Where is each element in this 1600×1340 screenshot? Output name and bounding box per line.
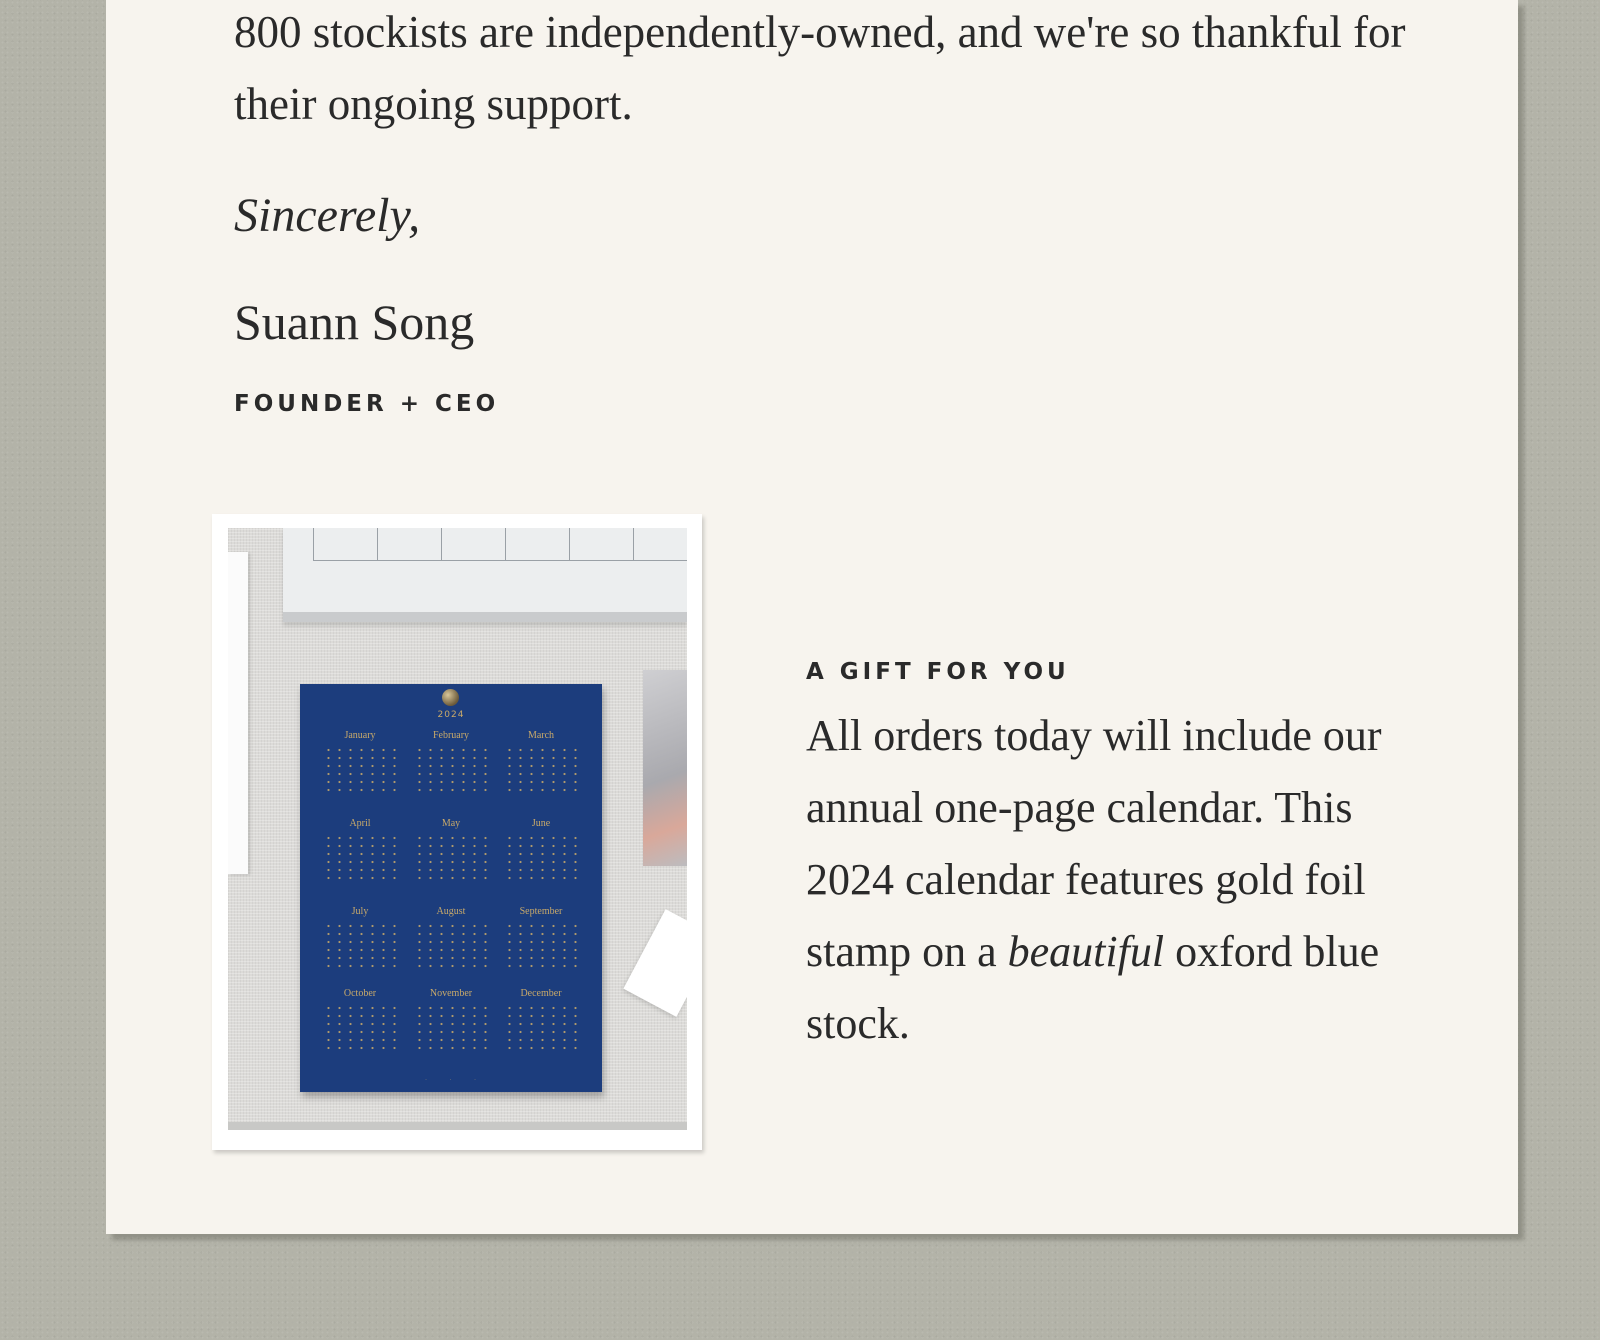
calendar-month xyxy=(501,818,581,884)
calendar-month-name: March xyxy=(527,730,555,741)
calendar-month xyxy=(411,988,491,1054)
calendar-month-name: August xyxy=(436,906,466,917)
calendar-month-days xyxy=(411,834,491,882)
calendar-month-name: June xyxy=(531,818,551,829)
calendar-month-days xyxy=(320,834,400,882)
signer-name: Suann Song xyxy=(234,294,475,350)
calendar-month-days xyxy=(320,1004,400,1052)
gift-text-end: oxford blue stock. xyxy=(806,927,1380,1048)
calendar-month-name: November xyxy=(429,988,473,999)
calendar-month xyxy=(320,730,400,796)
calendar-month-days xyxy=(501,1004,581,1052)
calendar-print xyxy=(300,684,602,1092)
calendar-month-days xyxy=(320,746,400,794)
calendar-month-days xyxy=(411,1004,491,1052)
letter-closing: Sincerely, xyxy=(234,189,421,242)
calendar-month-name: April xyxy=(349,818,371,829)
calendar-month xyxy=(411,906,491,972)
calendar-month-name: February xyxy=(432,730,470,741)
gift-label: A GIFT FOR YOU xyxy=(806,659,1070,685)
calendar-month xyxy=(501,730,581,796)
calendar-month-days xyxy=(501,834,581,882)
calendar-photo xyxy=(212,514,702,1150)
gift-description xyxy=(806,700,1406,1060)
calendar-month-days xyxy=(411,922,491,970)
planner-grid xyxy=(313,528,687,561)
calendar-month-days xyxy=(501,922,581,970)
calendar-month xyxy=(411,818,491,884)
calendar-footer-print: · · · xyxy=(425,1077,477,1082)
side-photo-illustration xyxy=(643,670,687,866)
calendar-month xyxy=(320,818,400,884)
calendar-photo-image xyxy=(228,528,687,1130)
calendar-month xyxy=(320,988,400,1054)
calendar-month-name: September xyxy=(519,906,563,917)
calendar-month-name: January xyxy=(344,730,376,741)
side-card-illustration xyxy=(623,909,687,1017)
signer-title: FOUNDER + CEO xyxy=(234,391,500,417)
calendar-year: 2024 xyxy=(437,710,465,720)
calendar-month-name: December xyxy=(520,988,562,999)
letter-card xyxy=(106,0,1518,1234)
calendar-month-name: October xyxy=(343,988,377,999)
calendar-month-days xyxy=(501,746,581,794)
calendar-month-days xyxy=(320,922,400,970)
envelope-illustration xyxy=(228,552,248,874)
calendar-month xyxy=(411,730,491,796)
calendar-month xyxy=(501,906,581,972)
gift-text-emphasis: beautiful xyxy=(1007,927,1165,976)
gift-text-main: All orders today will include our annual one-page calendar. This 2024 calendar features gold foil stamp on a xyxy=(806,711,1382,976)
letter-body-text: 800 stockists are independently-owned, and we're so thankful for their ongoing support. xyxy=(234,7,1406,129)
calendar-month-name: May xyxy=(441,818,461,829)
calendar-month-name: July xyxy=(351,906,369,917)
calendar-month xyxy=(320,906,400,972)
desk-planner-illustration xyxy=(283,528,687,622)
calendar-month xyxy=(501,988,581,1054)
calendar-month-days xyxy=(411,746,491,794)
pin-icon xyxy=(442,689,459,706)
photo-bottom-edge xyxy=(228,1122,687,1130)
